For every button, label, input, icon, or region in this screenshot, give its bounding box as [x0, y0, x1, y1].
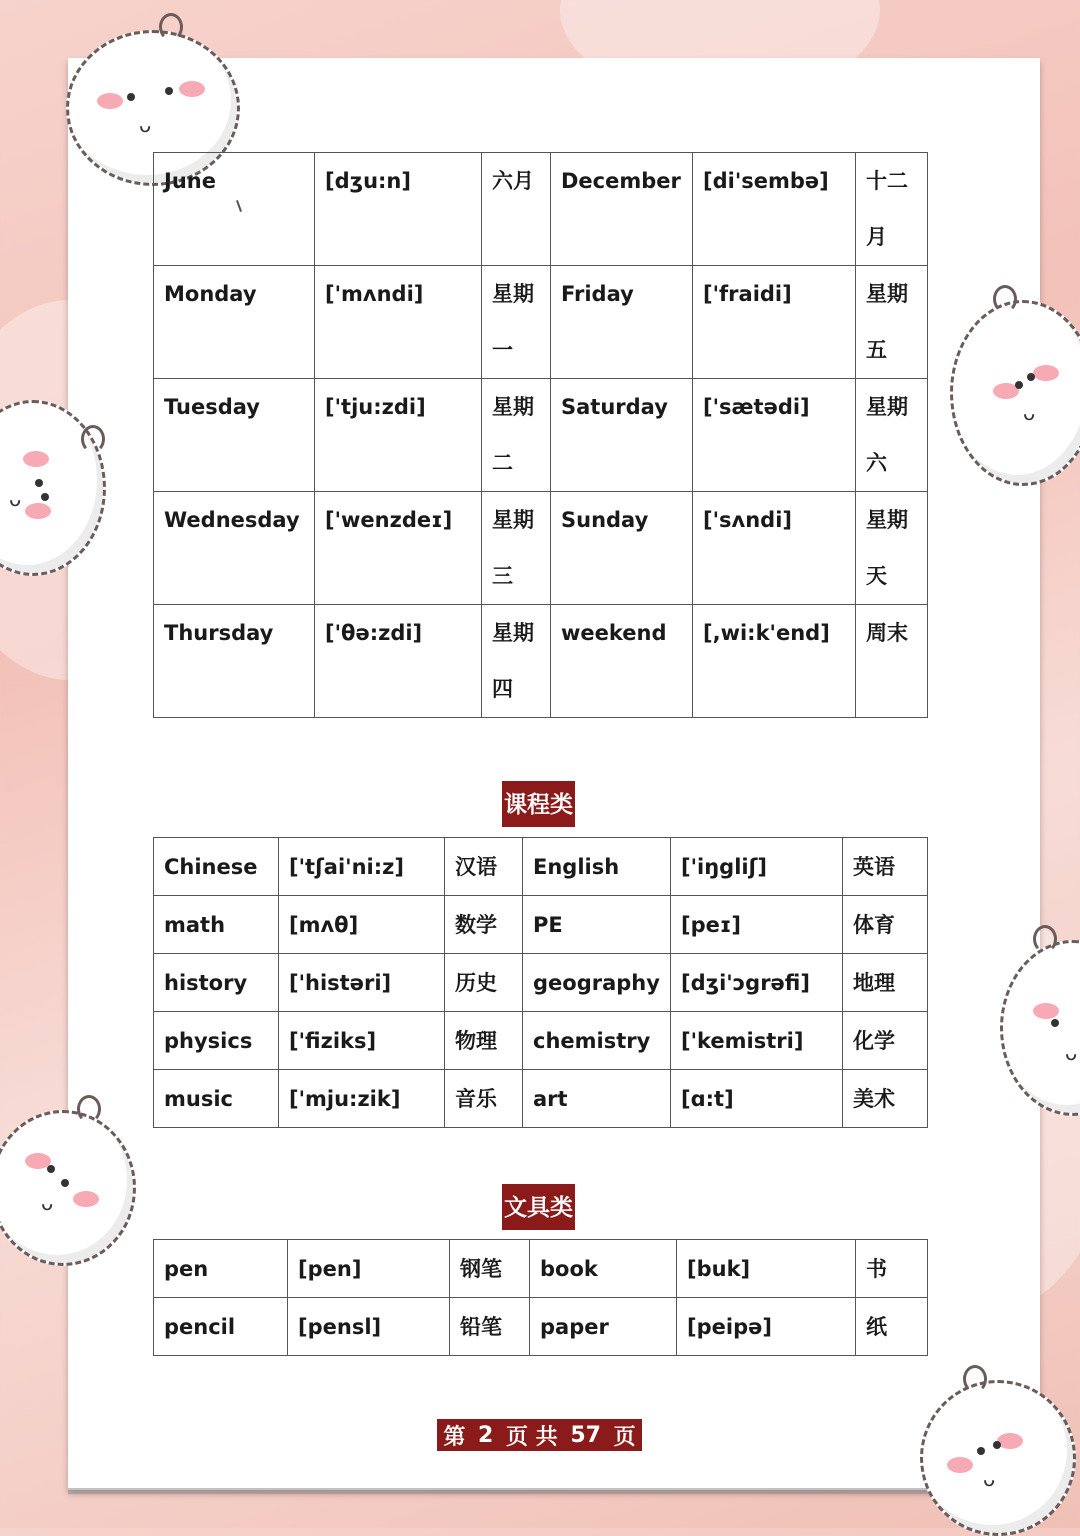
phonetic: [peipə] — [677, 1298, 856, 1356]
english-word: Saturday — [551, 379, 693, 492]
table-row — [154, 1070, 928, 1128]
phonetic: ['wenzdeɪ] — [315, 492, 482, 605]
table-row — [154, 266, 928, 379]
chinese-meaning: 化学 — [843, 1012, 928, 1070]
phonetic: [pen] — [288, 1240, 450, 1298]
phonetic: ['mʌndi] — [315, 266, 482, 379]
chinese-meaning: 星期二 — [482, 379, 551, 492]
phonetic: [ɑ:t] — [671, 1070, 843, 1128]
chinese-meaning: 英语 — [843, 838, 928, 896]
phonetic: [di'sembə] — [693, 153, 856, 266]
phonetic: [dʒu:n] — [315, 153, 482, 266]
phonetic: ['iŋgliʃ] — [671, 838, 843, 896]
table-row — [154, 492, 928, 605]
english-word: Thursday — [154, 605, 315, 718]
table-row — [154, 1012, 928, 1070]
phonetic: [pensl] — [288, 1298, 450, 1356]
phonetic: ['histəri] — [279, 954, 445, 1012]
english-word: art — [523, 1070, 671, 1128]
table-row — [154, 954, 928, 1012]
table-row — [154, 379, 928, 492]
phonetic: [,wi:k'end] — [693, 605, 856, 718]
english-word: Friday — [551, 266, 693, 379]
table-row — [154, 153, 928, 266]
page-indicator — [437, 1419, 642, 1451]
english-word: physics — [154, 1012, 279, 1070]
table-row — [154, 838, 928, 896]
phonetic: ['tʃai'ni:z] — [279, 838, 445, 896]
english-word: pencil — [154, 1298, 288, 1356]
english-word: weekend — [551, 605, 693, 718]
english-word: December — [551, 153, 693, 266]
mascot-decoration: ᴗ — [0, 400, 106, 576]
english-word: math — [154, 896, 279, 954]
chinese-meaning: 周末 — [856, 605, 928, 718]
stationery-vocabulary-table — [153, 1239, 928, 1356]
section-title-stationery: 文具类 — [502, 1184, 575, 1230]
english-word: June — [154, 153, 315, 266]
phonetic: [dʒi'ɔgrəfi] — [671, 954, 843, 1012]
english-word: paper — [530, 1298, 677, 1356]
english-word: book — [530, 1240, 677, 1298]
chinese-meaning: 星期五 — [856, 266, 928, 379]
current-page-number: 2 — [478, 1422, 494, 1448]
mascot-decoration: ᴗ — [920, 1380, 1076, 1536]
english-word: Monday — [154, 266, 315, 379]
phonetic: [mʌθ] — [279, 896, 445, 954]
chinese-meaning: 钢笔 — [450, 1240, 530, 1298]
phonetic: [peɪ] — [671, 896, 843, 954]
english-word: chemistry — [523, 1012, 671, 1070]
chinese-meaning: 星期一 — [482, 266, 551, 379]
phonetic: ['kemistri] — [671, 1012, 843, 1070]
chinese-meaning: 纸 — [856, 1298, 928, 1356]
mascot-decoration: ᴗ — [66, 30, 240, 186]
english-word: Tuesday — [154, 379, 315, 492]
phonetic: ['mju:zik] — [279, 1070, 445, 1128]
chinese-meaning: 数学 — [445, 896, 523, 954]
page-indicator-prefix: 第 — [443, 1424, 466, 1450]
chinese-meaning: 美术 — [843, 1070, 928, 1128]
chinese-meaning: 历史 — [445, 954, 523, 1012]
english-word: music — [154, 1070, 279, 1128]
subjects-vocabulary-table — [153, 837, 928, 1128]
chinese-meaning: 星期三 — [482, 492, 551, 605]
english-word: Chinese — [154, 838, 279, 896]
english-word: history — [154, 954, 279, 1012]
chinese-meaning: 六月 — [482, 153, 551, 266]
english-word: pen — [154, 1240, 288, 1298]
chinese-meaning: 星期天 — [856, 492, 928, 605]
page-indicator-suffix: 页 — [613, 1424, 636, 1450]
english-word: geography — [523, 954, 671, 1012]
english-word: Wednesday — [154, 492, 315, 605]
chinese-meaning: 铅笔 — [450, 1298, 530, 1356]
english-word: Sunday — [551, 492, 693, 605]
phonetic: ['sʌndi] — [693, 492, 856, 605]
english-word: English — [523, 838, 671, 896]
chinese-meaning: 体育 — [843, 896, 928, 954]
chinese-meaning: 书 — [856, 1240, 928, 1298]
table-row — [154, 1298, 928, 1356]
mascot-decoration: ᴗ — [0, 1110, 136, 1266]
phonetic: ['fiziks] — [279, 1012, 445, 1070]
chinese-meaning: 十二月 — [856, 153, 928, 266]
chinese-meaning: 星期六 — [856, 379, 928, 492]
section-title-subjects: 课程类 — [502, 781, 575, 827]
table-row — [154, 605, 928, 718]
phonetic: ['tju:zdi] — [315, 379, 482, 492]
phonetic: ['θə:zdi] — [315, 605, 482, 718]
mascot-decoration: ᴗ — [1000, 940, 1080, 1116]
chinese-meaning: 星期四 — [482, 605, 551, 718]
total-page-count: 57 — [570, 1422, 601, 1448]
english-word: PE — [523, 896, 671, 954]
chinese-meaning: 音乐 — [445, 1070, 523, 1128]
chinese-meaning: 汉语 — [445, 838, 523, 896]
phonetic: ['sætədi] — [693, 379, 856, 492]
chinese-meaning: 物理 — [445, 1012, 523, 1070]
mascot-decoration: ᴗ — [950, 300, 1080, 486]
chinese-meaning: 地理 — [843, 954, 928, 1012]
table-row — [154, 896, 928, 954]
page-indicator-middle: 页 共 — [506, 1424, 558, 1450]
days-vocabulary-table — [153, 152, 928, 718]
table-row — [154, 1240, 928, 1298]
page-shadow — [68, 1488, 1043, 1494]
phonetic: ['fraidi] — [693, 266, 856, 379]
phonetic: [buk] — [677, 1240, 856, 1298]
